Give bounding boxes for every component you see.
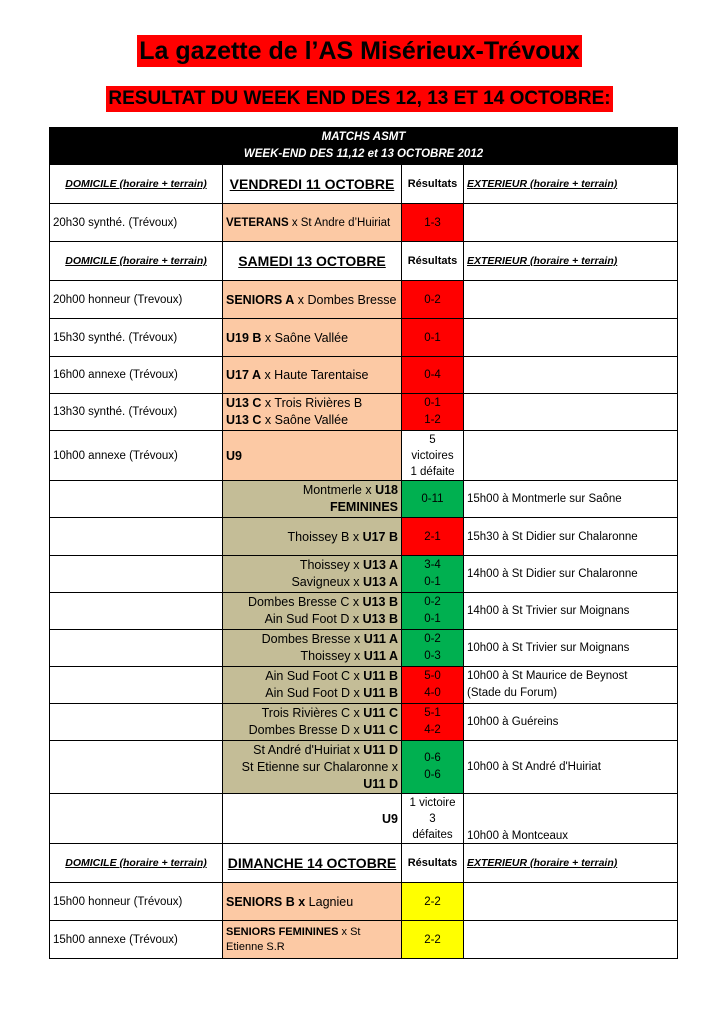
score-2: 0-3 [424,650,441,662]
score-1: 0-2 [424,596,441,608]
match-time: 16h00 annexe (Trévoux) [50,357,223,394]
result-line: 1 victoire [409,796,456,809]
opponent-name: x Haute Tarentaise [260,368,369,382]
match-score: 2-1 [402,518,464,556]
team-name: U11 A [363,632,398,646]
score-1: 5-1 [424,707,441,719]
domicile-label: DOMICILE (horaire + terrain) [50,844,223,883]
table-row [50,794,678,844]
table-row [50,357,678,394]
away-info: 14h00 à St Didier sur Chalaronne [464,556,678,593]
exterieur-label: EXTERIEUR (horaire + terrain) [464,844,678,883]
away-info: 14h00 à St Trivier sur Moignans [464,593,678,630]
table-row [50,518,678,556]
match-time [50,518,223,556]
opponent-name: Dombes Bresse x [261,632,364,646]
match-time: 15h30 synthé. (Trévoux) [50,319,223,357]
score-1: 0-6 [424,752,441,764]
away-info: 15h00 à Montmerle sur Saône [464,481,678,518]
schedule-table [49,127,678,959]
results-label: Résultats [402,242,464,281]
result-line: 3 [429,812,436,825]
match-teams [223,667,402,704]
match-score [402,556,464,593]
table-row [50,883,678,921]
away-info: 10h00 à Guéreins [464,704,678,741]
team-name: U11 B [363,686,398,700]
score-2: 0-1 [424,613,441,625]
opponent-name: Ain Sud Foot C x [265,669,364,683]
team-name: U13 B [362,595,398,609]
title-wrap [0,35,719,67]
team-name: U11 A [363,649,398,663]
match-score: 2-2 [402,921,464,959]
section-header-sunday [50,844,678,883]
match-teams [223,593,402,630]
match-teams [223,704,402,741]
match-teams [223,319,402,357]
opponent-name: Dombes Bresse C x [247,595,363,609]
score-1: 3-4 [424,559,441,571]
match-score: 0-11 [402,481,464,518]
away-info [464,394,678,431]
match-teams [223,357,402,394]
away-info [464,319,678,357]
match-teams [223,394,402,431]
opponent-name: Thoissey B x [287,529,363,544]
match-score [402,394,464,431]
team-name: SENIORS B x [226,894,306,909]
day-label-friday: VENDREDI 11 OCTOBRE [223,165,402,204]
match-teams [223,431,402,481]
team-name: U11 C [363,723,398,737]
score-2: 0-6 [424,769,441,781]
team-name: FEMININES [329,500,398,514]
match-teams [223,481,402,518]
match-score: 1-3 [402,204,464,242]
match-score [402,431,464,481]
opponent-name: x Dombes Bresse [294,292,397,307]
match-score [402,630,464,667]
header-line1: MATCHS ASMT [321,131,406,143]
match-teams [223,518,402,556]
table-row [50,556,678,593]
team-name: U13 A [363,575,398,589]
opponent-name: Thoissey x [299,558,364,572]
table-row [50,593,678,630]
page-title: La gazette de l’AS Misérieux-Trévoux [139,37,580,65]
away-info: 10h00 à St Trivier sur Moignans [464,630,678,667]
match-time: 20h00 honneur (Trevoux) [50,281,223,319]
exterieur-label: EXTERIEUR (horaire + terrain) [464,165,678,204]
match-score [402,704,464,741]
match-time [50,556,223,593]
team-name: U9 [226,448,242,463]
team-name: U13 C [226,413,262,427]
subtitle-wrap [0,86,719,112]
match-time: 10h00 annexe (Trévoux) [50,431,223,481]
result-line: défaites [412,828,453,841]
match-time [50,704,223,741]
match-time [50,481,223,518]
opponent-name: St André d'Huiriat x [253,742,364,757]
opponent-name: x Trois Rivières B [261,396,363,410]
opponent-name: Ain Sud Foot D x [265,686,364,700]
table-row [50,667,678,704]
section-header-saturday [50,242,678,281]
match-teams [223,630,402,667]
match-time: 15h00 honneur (Trévoux) [50,883,223,921]
match-score: 0-2 [402,281,464,319]
match-time: 15h00 annexe (Trévoux) [50,921,223,959]
team-name: U11 B [363,669,398,683]
table-row [50,630,678,667]
opponent-name: Thoissey x [300,649,364,663]
team-name: U13 C [226,396,262,410]
page-subtitle: RESULTAT DU WEEK END DES 12, 13 ET 14 OCTOBRE: [106,86,612,112]
opponent-name: Dombes Bresse D x [248,723,364,737]
score-2: 1-2 [424,414,441,426]
team-name: SENIORS A [226,292,295,307]
section-header-friday [50,165,678,204]
team-name: SENIORS FEMININES [226,925,339,938]
team-name: U17 B [362,529,398,544]
away-info: 10h00 à St André d'Huiriat [464,741,678,794]
opponent-name: x St Andre d’Huiriat [288,216,391,229]
match-teams [223,794,402,844]
score-2: 4-0 [424,687,441,699]
opponent-name: Lagnieu [305,894,354,909]
match-score [402,667,464,704]
away-info-line: 10h00 à St Maurice de Beynost [467,670,628,682]
opponent-name: x Saône Vallée [261,330,349,345]
result-line: 5 [429,433,436,446]
match-teams [223,883,402,921]
team-name: U11 C [363,706,398,720]
match-score [402,794,464,844]
match-time [50,741,223,794]
opponent-name: x Saône Vallée [261,413,349,427]
away-info [464,204,678,242]
day-label-sunday: DIMANCHE 14 OCTOBRE [223,844,402,883]
match-teams [223,921,402,959]
match-time [50,593,223,630]
score-1: 0-2 [424,633,441,645]
results-label: Résultats [402,844,464,883]
away-info: 15h30 à St Didier sur Chalaronne [464,518,678,556]
result-line: victoires [411,449,454,462]
table-row [50,431,678,481]
team-name: U17 A [226,368,261,382]
team-name: U13 B [362,612,398,626]
match-time: 20h30 synthé. (Trévoux) [50,204,223,242]
match-time [50,794,223,844]
match-time: 13h30 synthé. (Trévoux) [50,394,223,431]
match-teams [223,556,402,593]
match-teams [223,281,402,319]
opponent-name: Savigneux x [291,575,364,589]
day-label-saturday: SAMEDI 13 OCTOBRE [223,242,402,281]
table-row [50,281,678,319]
table-row [50,319,678,357]
score-2: 4-2 [424,724,441,736]
away-info [464,281,678,319]
match-score: 2-2 [402,883,464,921]
result-line: 1 défaite [410,465,455,478]
match-time [50,667,223,704]
match-score: 0-4 [402,357,464,394]
table-row [50,394,678,431]
match-score [402,593,464,630]
score-1: 0-1 [424,397,441,409]
results-label: Résultats [402,165,464,204]
domicile-label: DOMICILE (horaire + terrain) [50,242,223,281]
table-row [50,481,678,518]
opponent-name: x St [338,925,361,938]
team-name: U18 [375,483,398,497]
away-info [464,921,678,959]
match-teams [223,741,402,794]
match-score [402,741,464,794]
opponent-name: Trois Rivières C x [261,706,364,720]
table-header [50,128,678,165]
opponent-name: Ain Sud Foot D x [264,612,363,626]
opponent-name: Etienne S.R [226,940,285,953]
team-name: U9 [382,811,398,826]
away-info [464,357,678,394]
away-info-line: 10h00 à Montceaux [467,830,569,842]
team-name: VETERANS [226,216,289,229]
team-name: U13 A [363,558,398,572]
header-line2: WEEK-END DES 11,12 et 13 OCTOBRE 2012 [243,148,484,160]
table-row [50,921,678,959]
opponent-name: St Etienne sur Chalaronne x [241,759,398,774]
table-row [50,741,678,794]
away-info [464,883,678,921]
team-name: U11 D [363,742,398,757]
score-1: 5-0 [424,670,441,682]
match-score: 0-1 [402,319,464,357]
domicile-label: DOMICILE (horaire + terrain) [50,165,223,204]
score-2: 0-1 [424,576,441,588]
away-info-line: (Stade du Forum) [467,687,558,699]
away-info [464,794,678,844]
opponent-name: Montmerle x [302,483,376,497]
match-teams [223,204,402,242]
team-name: U11 D [363,776,398,791]
team-name: U19 B [226,330,262,345]
table-row [50,704,678,741]
away-info [464,431,678,481]
match-time [50,630,223,667]
away-info [464,667,678,704]
table-row [50,204,678,242]
exterieur-label: EXTERIEUR (horaire + terrain) [464,242,678,281]
